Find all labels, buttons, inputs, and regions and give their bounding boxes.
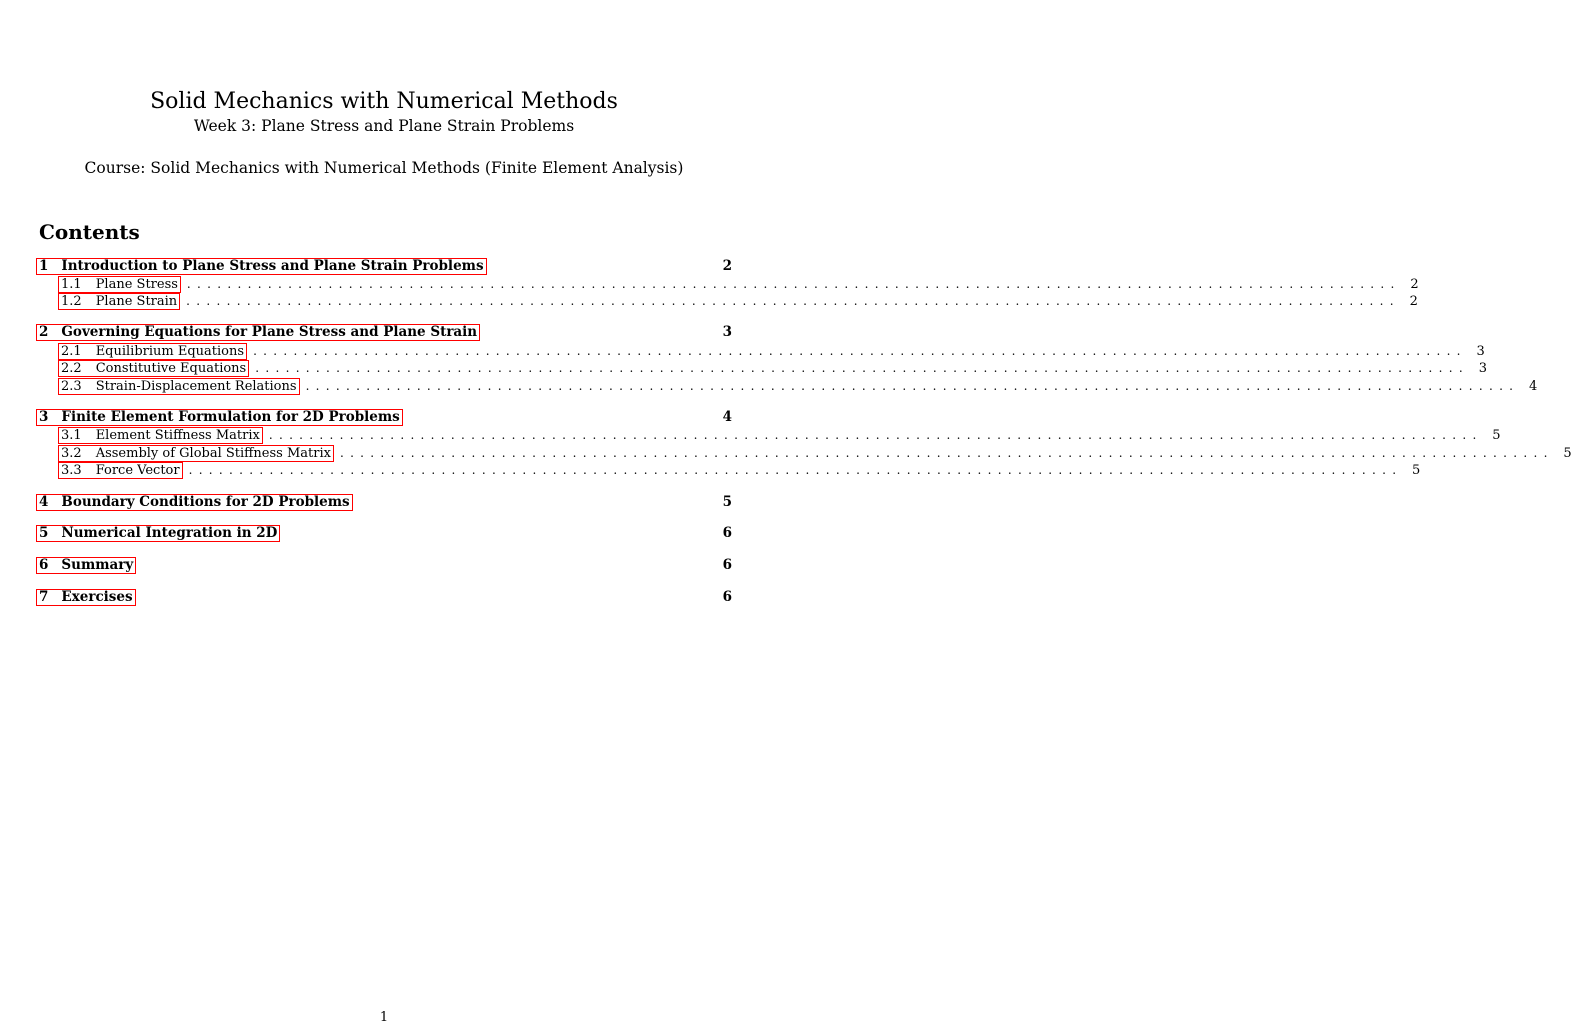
toc-link[interactable] (58, 445, 334, 462)
page-number: 1 (379, 1010, 389, 1025)
toc-link[interactable] (58, 293, 180, 310)
toc-link[interactable] (36, 557, 136, 574)
toc-page-number: 6 (722, 589, 732, 605)
toc-entry-subsection (58, 461, 1421, 479)
toc-number: 2.2 (61, 360, 82, 376)
toc-leader-dots: ........................................................................................................................ (186, 277, 1401, 291)
toc-page-number: 2 (722, 258, 732, 274)
toc-number: 3.2 (61, 445, 82, 461)
toc-leader-dots: ........................................................................................................................ (305, 379, 1520, 393)
toc-link[interactable] (58, 276, 181, 293)
toc-leader-dots: ........................................................................................................................ (255, 361, 1469, 375)
toc-label: Finite Element Formulation for 2D Problems (61, 408, 400, 425)
toc-entry-section (36, 323, 732, 341)
toc-entry-subsection (58, 377, 1538, 395)
toc-page-number: 2 (1409, 293, 1418, 309)
toc-page-number: 5 (722, 494, 732, 510)
toc-link[interactable] (36, 258, 487, 275)
toc-entry-subsection (58, 292, 1418, 310)
toc-page-number: 6 (722, 525, 732, 541)
toc-link[interactable] (58, 462, 183, 479)
toc-label: Element Stiffness Matrix (95, 427, 260, 443)
toc-number: 5 (39, 524, 49, 541)
toc-page-number: 6 (722, 557, 732, 573)
toc-page-number: 5 (1492, 427, 1501, 443)
toc-page-number: 4 (722, 409, 732, 425)
toc-label: Boundary Conditions for 2D Problems (61, 493, 350, 510)
toc-label: Numerical Integration in 2D (61, 524, 278, 541)
toc-number: 4 (39, 493, 49, 510)
toc-leader-dots: ........................................................................................................................ (253, 344, 1467, 358)
toc-number: 1.1 (61, 276, 82, 292)
toc-entry-subsection (58, 359, 1487, 377)
toc-entry-subsection (58, 275, 1419, 293)
toc-leader-dots: ........................................................................................................................ (188, 463, 1403, 477)
toc-number: 1.2 (61, 293, 82, 309)
toc-number: 3.1 (61, 427, 82, 443)
toc-entry-section (36, 493, 732, 511)
document-title: Solid Mechanics with Numerical Methods (150, 89, 618, 114)
toc-entry-subsection (58, 342, 1485, 360)
toc-link[interactable] (36, 589, 136, 606)
toc-link[interactable] (58, 343, 247, 360)
toc-label: Force Vector (95, 462, 180, 478)
toc-leader-dots: ........................................................................................................................ (268, 428, 1483, 442)
toc-page-number: 4 (1529, 378, 1538, 394)
toc-number: 3 (39, 408, 49, 425)
toc-link[interactable] (36, 494, 353, 511)
toc-number: 1 (39, 257, 49, 274)
toc-label: Constitutive Equations (95, 360, 247, 376)
toc-page-number: 3 (1476, 343, 1485, 359)
toc-entry-subsection (58, 426, 1501, 444)
toc-number: 2.1 (61, 343, 82, 359)
toc-number: 7 (39, 588, 49, 605)
toc-entry-section (36, 524, 732, 542)
document-subtitle: Week 3: Plane Stress and Plane Strain Problems (193, 117, 575, 135)
toc-entry-section (36, 588, 732, 606)
toc-label: Plane Strain (95, 293, 178, 309)
toc-page-number: 3 (1478, 360, 1487, 376)
toc-leader-dots: ........................................................................................................................ (339, 446, 1554, 460)
toc-number: 2.3 (61, 378, 82, 394)
toc-link[interactable] (36, 324, 480, 341)
toc-link[interactable] (58, 378, 300, 395)
toc-entry-section (36, 408, 732, 426)
toc-label: Equilibrium Equations (95, 343, 245, 359)
contents-heading: Contents (39, 220, 140, 244)
toc-link[interactable] (36, 409, 403, 426)
toc-page-number: 2 (1410, 276, 1419, 292)
toc-page-number: 5 (1412, 462, 1421, 478)
toc-page-number: 5 (1563, 445, 1572, 461)
toc-link[interactable] (58, 360, 249, 377)
toc-link[interactable] (58, 427, 263, 444)
toc-label: Exercises (61, 588, 133, 605)
toc-entry-section (36, 556, 732, 574)
toc-link[interactable] (36, 525, 280, 542)
toc-label: Summary (61, 556, 134, 573)
course-line: Course: Solid Mechanics with Numerical Methods (Finite Element Analysis) (84, 159, 684, 177)
toc-label: Governing Equations for Plane Stress and Plane Strain (61, 323, 478, 340)
toc-label: Plane Stress (95, 276, 178, 292)
toc-leader-dots: ........................................................................................................................ (186, 294, 1400, 308)
toc-label: Introduction to Plane Stress and Plane Strain Problems (61, 257, 484, 274)
toc-number: 3.3 (61, 462, 82, 478)
toc-label: Assembly of Global Stiffness Matrix (95, 445, 331, 461)
toc-number: 6 (39, 556, 49, 573)
toc-label: Strain-Displacement Relations (95, 378, 297, 394)
toc-number: 2 (39, 323, 49, 340)
toc-page-number: 3 (722, 324, 732, 340)
toc-entry-subsection (58, 444, 1572, 462)
toc-entry-section (36, 257, 732, 275)
